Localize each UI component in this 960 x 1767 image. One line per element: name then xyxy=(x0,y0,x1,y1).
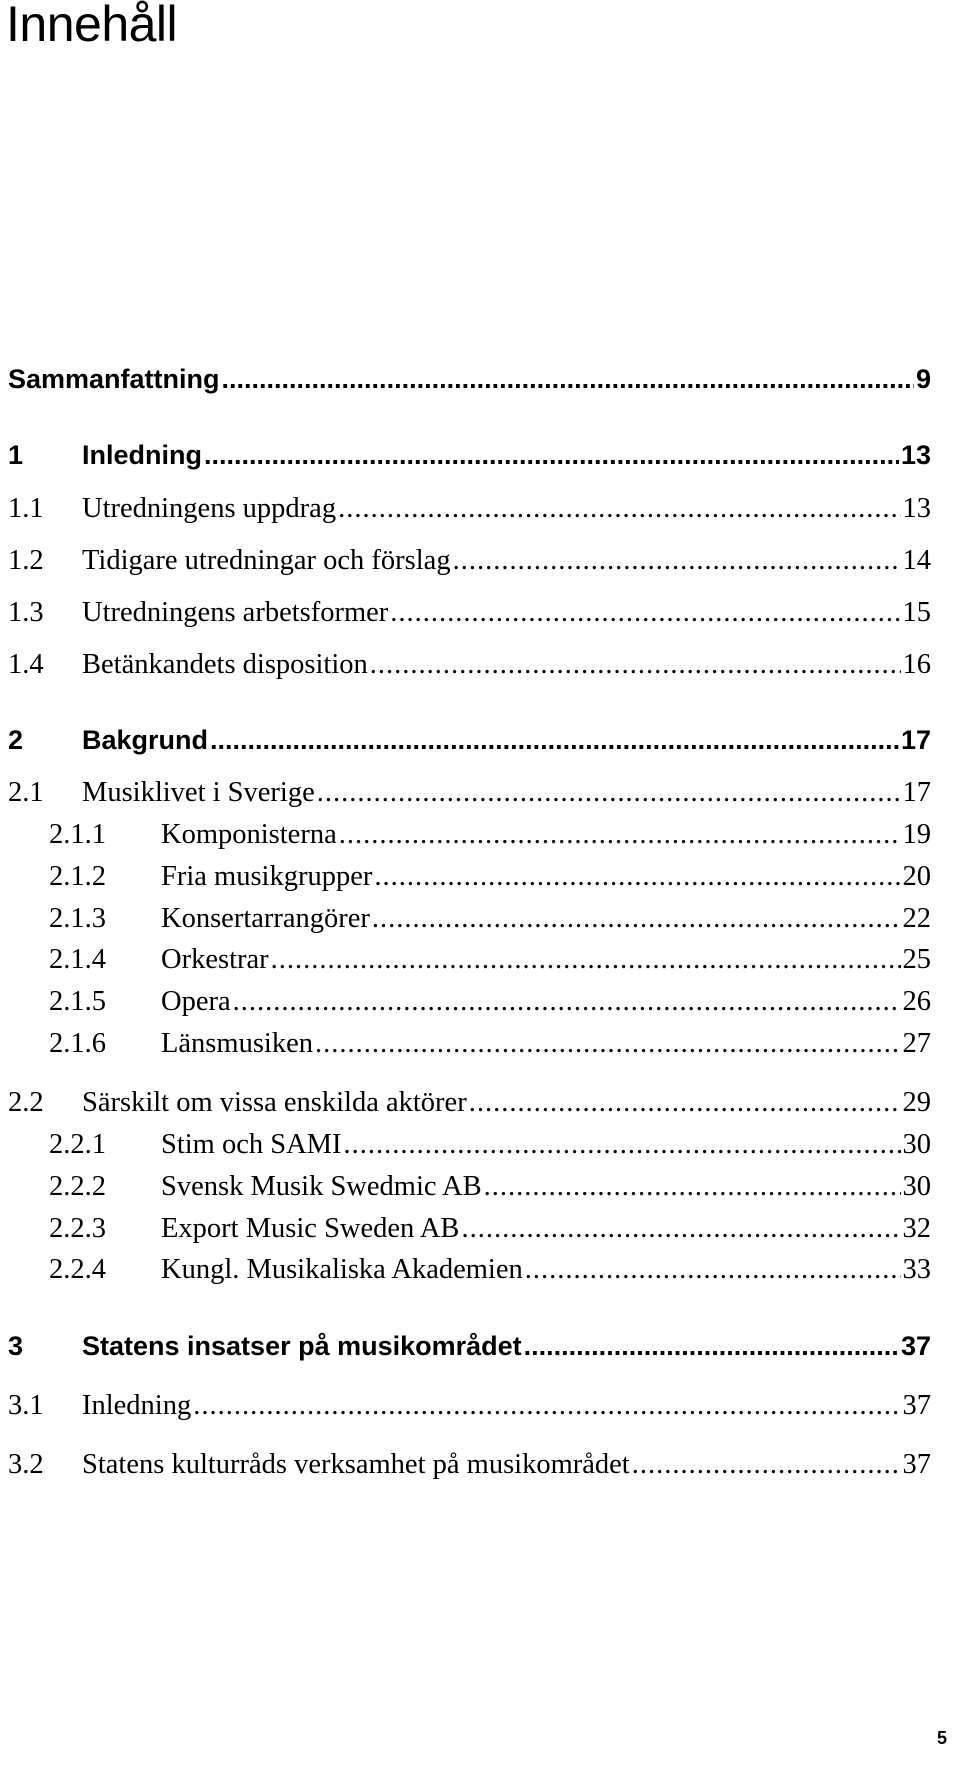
toc-entry-number: 2.2.4 xyxy=(49,1254,106,1285)
toc-entry-page: 37 xyxy=(900,1331,931,1361)
dot-leader xyxy=(390,597,900,629)
dot-leader xyxy=(338,493,900,525)
dot-leader xyxy=(233,986,901,1018)
toc-entry-page: 9 xyxy=(915,364,931,394)
toc-entry[interactable] xyxy=(8,861,931,901)
toc-entry-page: 15 xyxy=(902,597,931,628)
toc-entry-title: Fria musikgrupper xyxy=(161,861,373,892)
toc-entry[interactable] xyxy=(8,1213,931,1253)
dot-leader xyxy=(193,1390,900,1422)
toc-entry-title: Inledning xyxy=(82,1390,192,1421)
toc-entry-number: 1 xyxy=(8,440,24,470)
toc-entry[interactable] xyxy=(8,986,931,1026)
toc-entry[interactable] xyxy=(8,1390,931,1430)
toc-entry-title: Betänkandets disposition xyxy=(82,649,368,680)
page-number: 5 xyxy=(936,1728,947,1748)
dot-leader xyxy=(210,725,899,756)
toc-entry[interactable] xyxy=(8,725,931,765)
dot-leader xyxy=(469,1087,901,1119)
dot-leader xyxy=(370,649,901,681)
dot-leader xyxy=(344,1129,901,1161)
toc-entry[interactable] xyxy=(8,819,931,859)
toc-entry-page: 37 xyxy=(902,1390,931,1421)
toc-entry-page: 29 xyxy=(902,1087,931,1118)
toc-entry[interactable] xyxy=(8,1087,931,1127)
toc-entry-page: 32 xyxy=(902,1213,931,1244)
dot-leader xyxy=(339,819,901,851)
toc-entry-page: 17 xyxy=(902,777,931,808)
toc-entry-title: Sammanfattning xyxy=(8,364,220,394)
toc-entry-title: Statens insatser på musikområdet xyxy=(82,1331,522,1361)
toc-entry[interactable] xyxy=(8,493,931,533)
toc-entry-page: 37 xyxy=(902,1449,931,1480)
dot-leader xyxy=(453,545,901,577)
toc-entry-page: 33 xyxy=(902,1254,931,1285)
dot-leader xyxy=(524,1331,899,1362)
toc-entry[interactable] xyxy=(8,545,931,585)
toc-entry-page: 22 xyxy=(902,903,931,934)
toc-entry-page: 14 xyxy=(902,545,931,576)
toc-entry[interactable] xyxy=(8,1171,931,1211)
toc-entry-title: Utredningens arbetsformer xyxy=(82,597,389,628)
toc-entry-number: 2.2.2 xyxy=(49,1171,106,1202)
toc-entry-number: 1.4 xyxy=(8,649,44,680)
toc-entry-number: 3.2 xyxy=(8,1449,44,1480)
toc-entry-number: 1.2 xyxy=(8,545,44,576)
dot-leader xyxy=(271,944,901,976)
toc-entry[interactable] xyxy=(8,440,931,480)
toc-entry-page: 30 xyxy=(902,1171,931,1202)
toc-entry-title: Musiklivet i Sverige xyxy=(82,777,315,808)
toc-entry-title: Tidigare utredningar och förslag xyxy=(82,545,451,576)
dot-leader xyxy=(372,903,901,935)
toc-entry[interactable] xyxy=(8,364,931,404)
dot-leader xyxy=(374,861,900,893)
dot-leader xyxy=(222,364,914,395)
toc-entry-title: Utredningens uppdrag xyxy=(82,493,337,524)
toc-entry-title: Särskilt om vissa enskilda aktörer xyxy=(82,1087,467,1118)
toc-entry-number: 2 xyxy=(8,725,24,755)
toc-entry-title: Komponisterna xyxy=(161,819,337,850)
toc-entry-title: Orkestrar xyxy=(161,944,269,975)
dot-leader xyxy=(315,1028,901,1060)
toc-entry[interactable] xyxy=(8,777,931,817)
toc-entry-number: 2.1.6 xyxy=(49,1028,106,1059)
toc-entry-title: Inledning xyxy=(82,440,202,470)
dot-leader xyxy=(317,777,901,809)
toc-entry-title: Statens kulturråds verksamhet på musikområdet xyxy=(82,1449,630,1480)
toc-entry-page: 30 xyxy=(902,1129,931,1160)
toc-entry-page: 20 xyxy=(902,861,931,892)
toc-entry-page: 13 xyxy=(902,493,931,524)
toc-entry-number: 1.3 xyxy=(8,597,44,628)
toc-entry[interactable] xyxy=(8,1449,931,1489)
toc-entry-number: 2.1.4 xyxy=(49,944,106,975)
toc-entry-title: Opera xyxy=(161,986,231,1017)
toc-entry[interactable] xyxy=(8,1331,931,1371)
toc-entry[interactable] xyxy=(8,1129,931,1169)
toc-entry[interactable] xyxy=(8,903,931,943)
toc-entry-number: 3.1 xyxy=(8,1390,44,1421)
toc-entry-number: 2.1.3 xyxy=(49,903,106,934)
toc-entry-number: 2.2.3 xyxy=(49,1213,106,1244)
toc-entry[interactable] xyxy=(8,649,931,689)
toc-entry-number: 2.2 xyxy=(8,1087,44,1118)
toc-entry-number: 2.1.1 xyxy=(49,819,106,850)
toc-entry-number: 2.1.5 xyxy=(49,986,106,1017)
toc-entry-number: 3 xyxy=(8,1331,24,1361)
toc-entry-number: 2.2.1 xyxy=(49,1129,106,1160)
toc-entry-number: 2.1 xyxy=(8,777,44,808)
toc-entry-page: 13 xyxy=(900,440,931,470)
toc-entry[interactable] xyxy=(8,944,931,984)
toc-entry-page: 19 xyxy=(902,819,931,850)
dot-leader xyxy=(632,1449,901,1481)
toc-entry-page: 26 xyxy=(902,986,931,1017)
dot-leader xyxy=(525,1254,901,1286)
toc-entry-page: 17 xyxy=(900,725,931,755)
toc-entry-title: Bakgrund xyxy=(82,725,209,755)
toc-entry-title: Konsertarrangörer xyxy=(161,903,370,934)
toc-entry-number: 2.1.2 xyxy=(49,861,106,892)
toc-entry-page: 25 xyxy=(902,944,931,975)
toc-entry-page: 27 xyxy=(902,1028,931,1059)
toc-entry[interactable] xyxy=(8,1254,931,1294)
toc-entry-title: Länsmusiken xyxy=(161,1028,313,1059)
toc-entry[interactable] xyxy=(8,1028,931,1068)
dot-leader xyxy=(484,1171,901,1203)
toc-entry-number: 1.1 xyxy=(8,493,44,524)
toc-entry-title: Svensk Musik Swedmic AB xyxy=(161,1171,482,1202)
toc-entry-title: Stim och SAMI xyxy=(161,1129,342,1160)
page-title: Innehåll xyxy=(6,0,178,52)
dot-leader xyxy=(461,1213,900,1245)
toc-entry-page: 16 xyxy=(902,649,931,680)
toc-entry-title: Export Music Sweden AB xyxy=(161,1213,460,1244)
dot-leader xyxy=(204,440,899,471)
toc-entry[interactable] xyxy=(8,597,931,637)
toc-entry-title: Kungl. Musikaliska Akademien xyxy=(161,1254,523,1285)
